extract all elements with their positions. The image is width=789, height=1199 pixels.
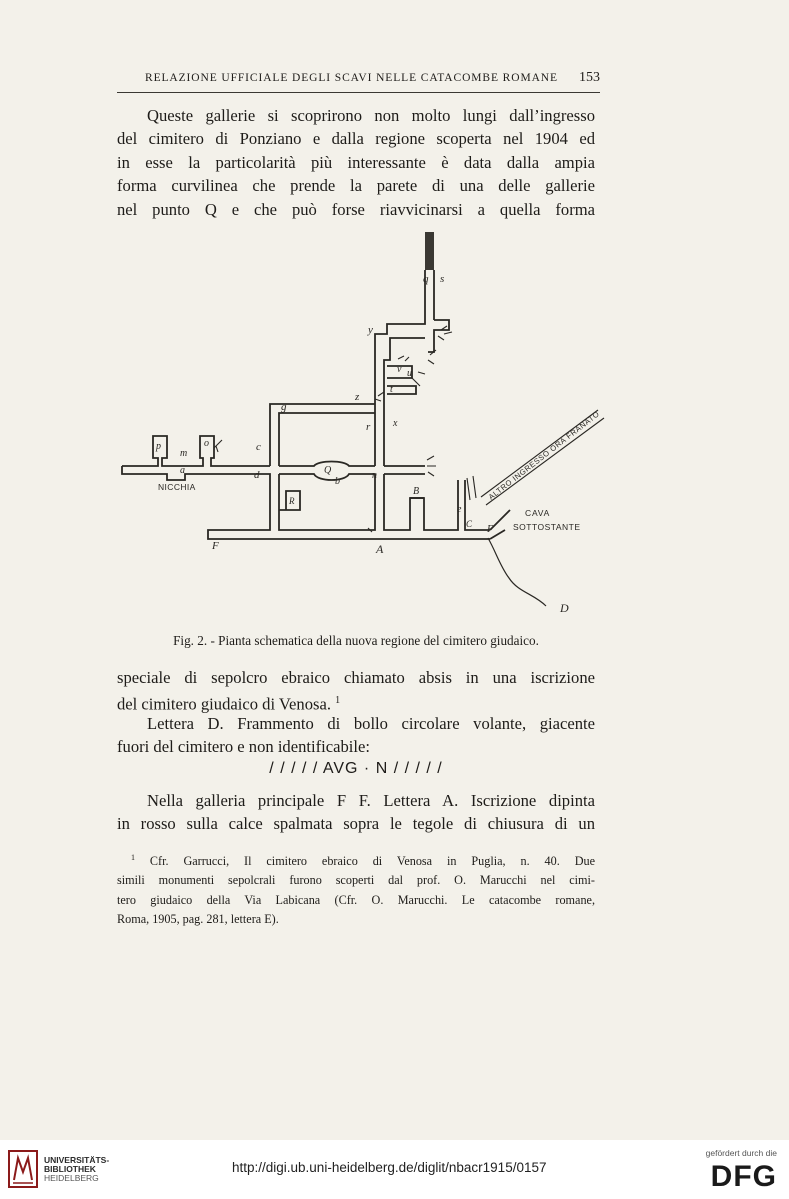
university-name xyxy=(44,1156,109,1183)
plan-label-altro-ingresso: ALTRO INGRESSO ORA FRANATO xyxy=(486,409,602,502)
footnote-marker: 1 xyxy=(131,853,135,862)
university-name-line: HEIDELBERG xyxy=(44,1173,99,1183)
plan-label-e: e xyxy=(457,504,462,515)
plan-cava-outline xyxy=(488,538,546,606)
dfg-logo: DFG xyxy=(710,1160,777,1193)
plan-label-z: z xyxy=(355,391,360,403)
paragraph-1-line: del cimitero di Ponziano e dalla regione scoperta nel 1904 ed xyxy=(117,129,595,149)
plan-label-u: u xyxy=(407,368,412,379)
plan-label-n: n xyxy=(372,470,377,481)
plan-label-s: s xyxy=(440,273,445,285)
footnote-line-3: tero giudaico della Via Labicana (Cfr. O. Marucchi. Le catacombe romane, xyxy=(117,892,595,907)
plan-label-d: d xyxy=(254,469,260,481)
plan-label-nicchia: NICCHIA xyxy=(158,482,196,492)
plan-label-r: r xyxy=(366,421,371,433)
plan-walls xyxy=(122,232,510,539)
plan-label-F-left: F xyxy=(212,540,219,552)
university-name-line: UNIVERSITÄTS- xyxy=(44,1155,110,1165)
figure-caption: Fig. 2. - Pianta schematica della nuova regione del cimitero giudaico. xyxy=(173,633,539,648)
footnote-ref: 1 xyxy=(335,695,341,707)
plan-label-Q: Q xyxy=(324,465,332,476)
inscription-text: / / / / / AVG · N / / / / / xyxy=(269,760,443,777)
source-url-link[interactable]: http://digi.ub.uni-heidelberg.de/diglit/nbacr1915/0157 xyxy=(232,1160,547,1175)
footnote xyxy=(117,848,595,930)
paragraph-3-line: fuori del cimitero e non identificabile: xyxy=(117,737,370,757)
plan-label-x: x xyxy=(393,418,398,429)
plan-label-y: y xyxy=(368,324,373,336)
paragraph-1-line: nel punto Q e che può forse riavvicinarsi a quella forma xyxy=(117,199,595,219)
university-name-line: BIBLIOTHEK xyxy=(44,1164,96,1174)
plan-label-o: o xyxy=(204,438,209,449)
plan-label-p: p xyxy=(156,441,161,452)
plan-label-C: C xyxy=(466,519,473,529)
running-head xyxy=(117,70,600,93)
plan-label-g: g xyxy=(281,401,287,413)
plan-label-q: q xyxy=(423,273,429,285)
funding-note: gefördert durch die xyxy=(705,1148,777,1158)
inscription xyxy=(117,760,595,778)
university-seal-icon xyxy=(8,1150,38,1188)
paragraph-4 xyxy=(117,789,595,836)
footnote-text: Cfr. Garrucci, Il cimitero ebraico di Venosa in Puglia, n. 40. Due xyxy=(149,854,595,869)
plan-label-A: A xyxy=(376,542,384,556)
plan-label-m: m xyxy=(180,448,188,459)
digitization-footer xyxy=(0,1140,789,1199)
paragraph-4-line: in rosso sulla calce spalmata sopra le tegole di chiusura di un xyxy=(117,814,595,834)
plan-label-F-right: F xyxy=(487,524,494,535)
paragraph-1-line: in esse la particolarità più interessante è data dalla ampia xyxy=(117,152,595,172)
plan-label-a: a xyxy=(180,465,185,476)
paragraph-1-line: Queste gallerie si scoprirono non molto lungi dall’ingresso xyxy=(147,106,595,125)
paragraph-2-line: del cimitero giudaico di Venosa. xyxy=(117,694,331,714)
footnote-line-2: simili monumenti sepolcrali furono scoperti dal prof. O. Marucchi nel cimi- xyxy=(117,873,595,888)
plan-rubble-marks xyxy=(214,326,476,532)
plan-label-v: v xyxy=(397,364,402,375)
plan-label-cava: CAVA xyxy=(525,508,551,518)
running-head-title: RELAZIONE UFFICIALE DEGLI SCAVI NELLE CATACOMBE ROMANE xyxy=(145,72,558,84)
paragraph-2 xyxy=(117,666,595,716)
plan-label-sottostante: SOTTOSTANTE xyxy=(513,522,581,532)
plan-label-R: R xyxy=(289,496,295,506)
footnote-line-1 xyxy=(117,848,595,871)
paragraph-3-line: Lettera D. Frammento di bollo circolare volante, giacente xyxy=(147,714,595,733)
plan-label-B: B xyxy=(413,486,420,497)
page-number: 153 xyxy=(579,70,600,85)
plan-label-t: t xyxy=(390,384,393,395)
paragraph-2-line: speciale di sepolcro ebraico chiamato absis in una iscrizione xyxy=(117,668,595,687)
footnote-line-4: Roma, 1905, pag. 281, lettera E). xyxy=(117,912,279,927)
catacomb-plan-figure xyxy=(110,226,610,630)
paragraph-3 xyxy=(117,712,595,759)
paragraph-4-line: Nella galleria principale F F. Lettera A. Iscrizione dipinta xyxy=(147,791,595,810)
plan-label-c: c xyxy=(256,441,261,453)
plan-label-D: D xyxy=(560,601,569,615)
paragraph-1-line: forma curvilinea che prende la parete di una delle gallerie xyxy=(117,176,595,196)
plan-label-b: b xyxy=(335,476,340,487)
paragraph-1 xyxy=(117,104,595,221)
